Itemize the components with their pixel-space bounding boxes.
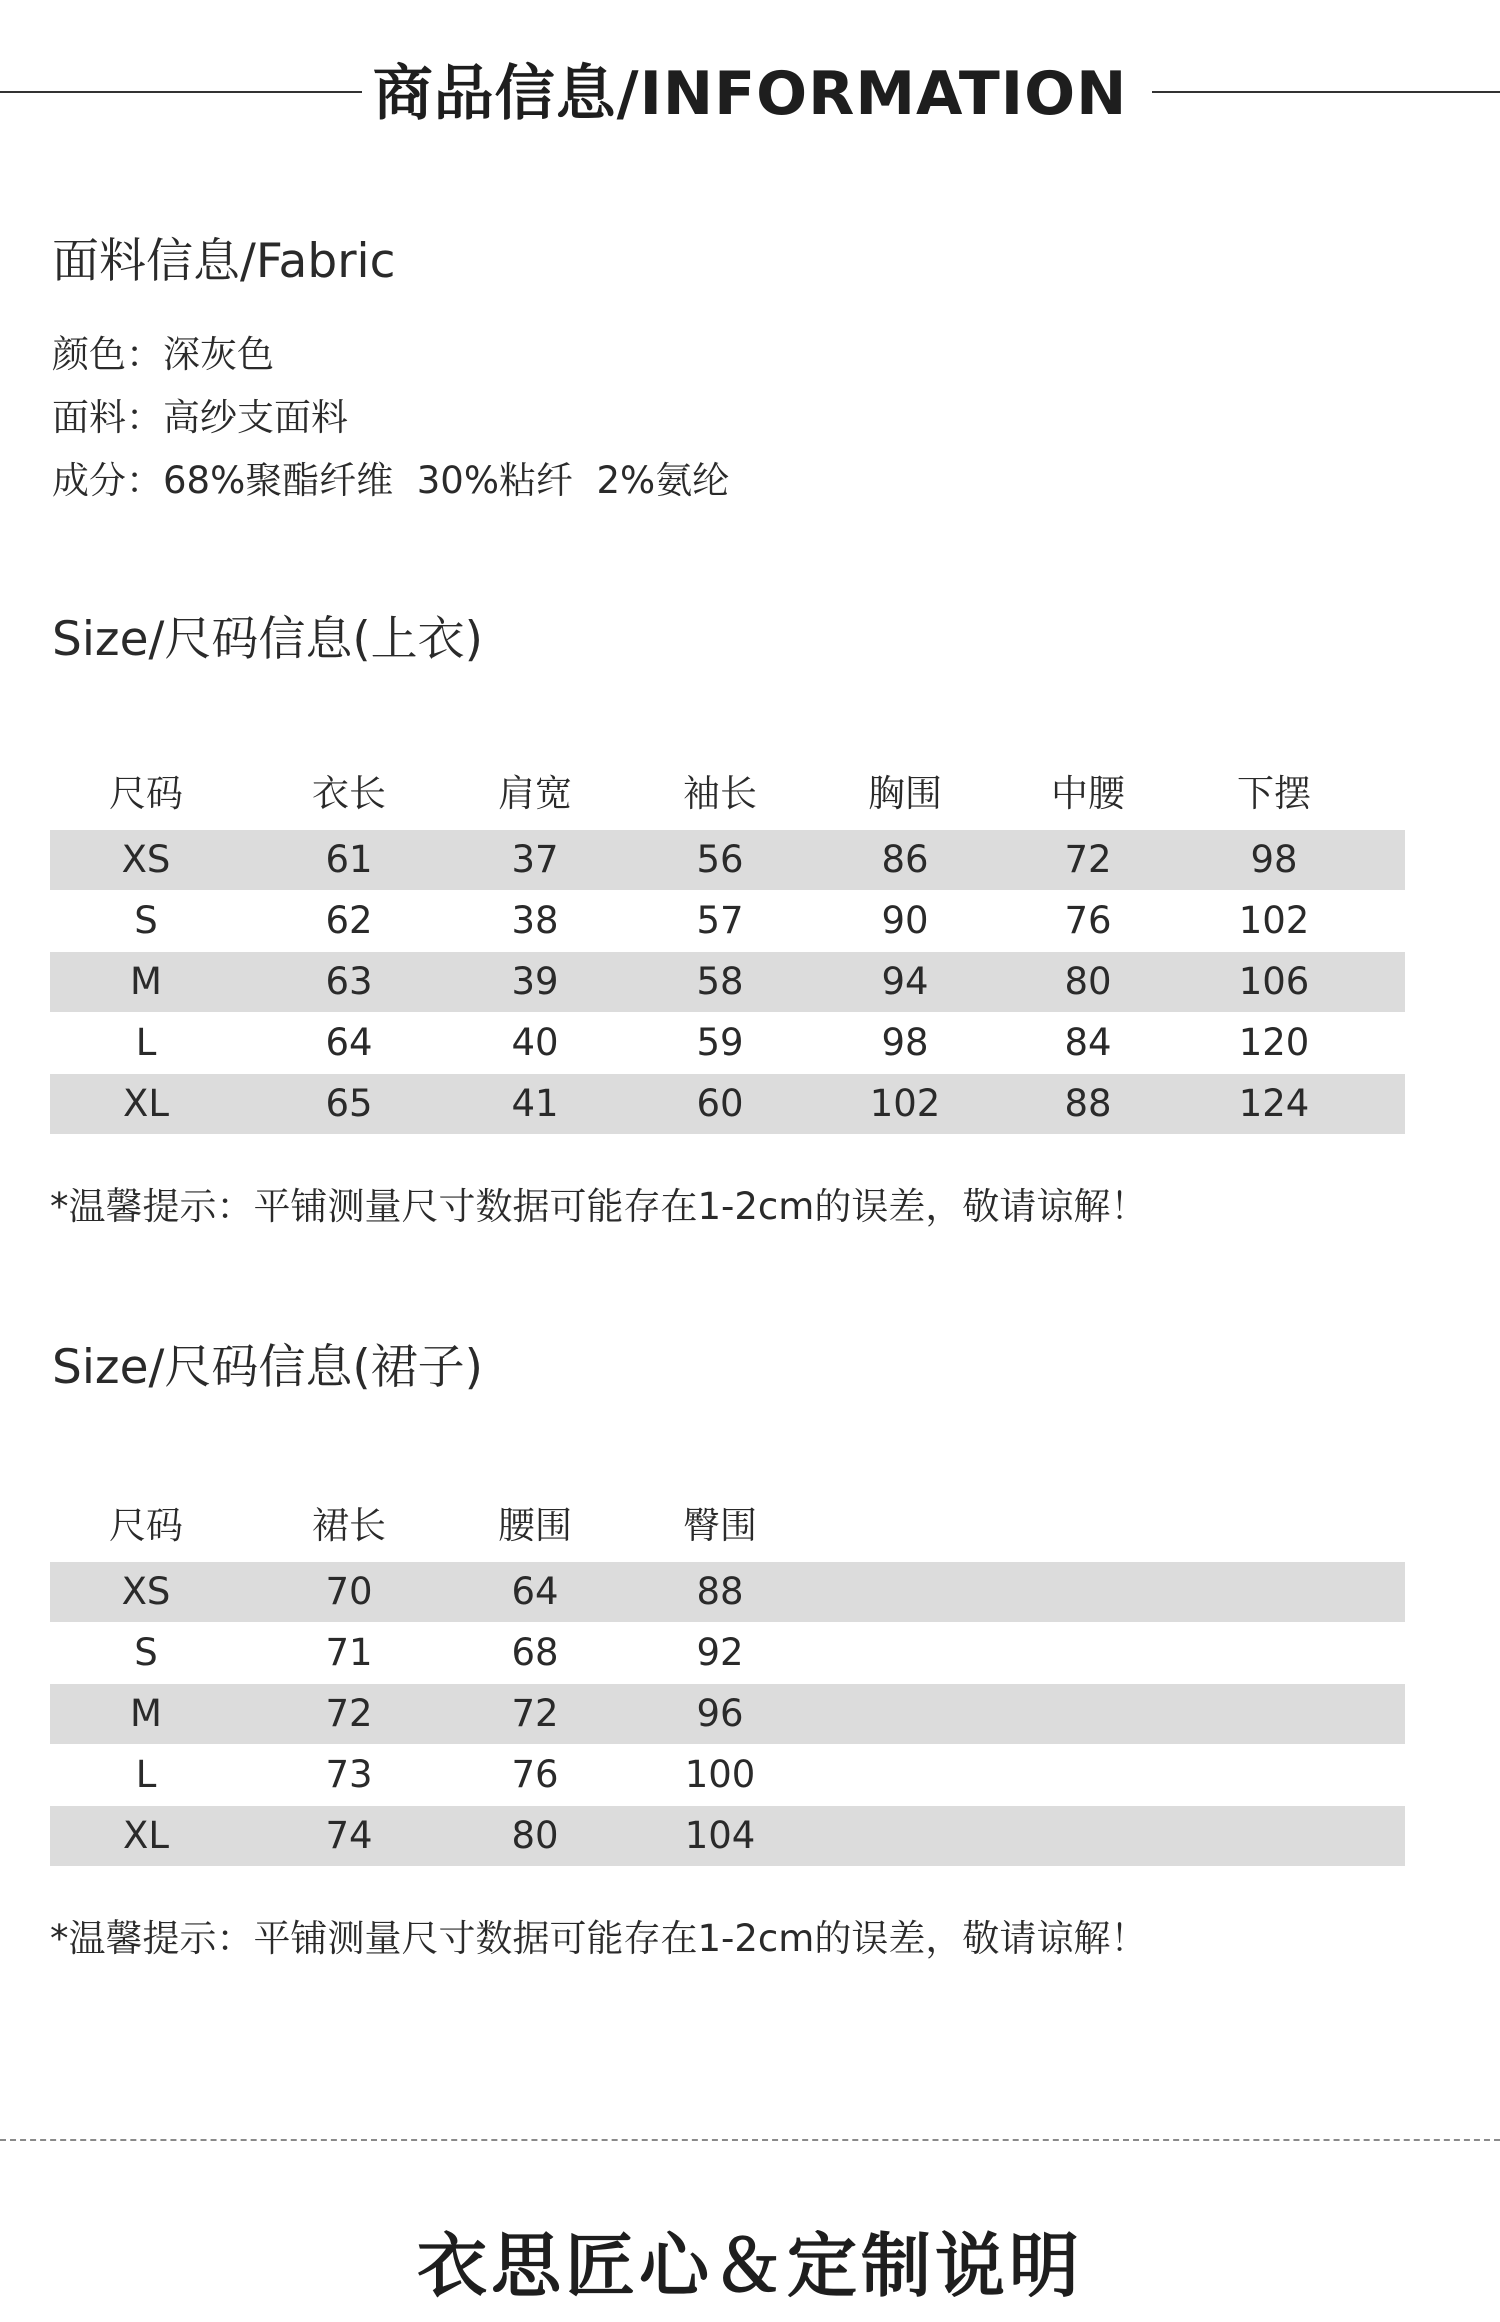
fabric-color: 颜色：深灰色 <box>52 333 274 376</box>
table-cell: L <box>135 1753 157 1796</box>
footer-title: 衣思匠心＆定制说明 <box>417 2225 1083 2307</box>
table-cell: 71 <box>325 1631 373 1674</box>
table-cell: 73 <box>325 1753 373 1796</box>
table-cell: 65 <box>325 1082 373 1125</box>
table-row <box>50 891 1405 951</box>
table-cell: 106 <box>1238 960 1310 1003</box>
table-cell: 57 <box>696 899 744 942</box>
table-cell: 88 <box>1064 1082 1112 1125</box>
table-row <box>50 1806 1405 1866</box>
column-header: 裙长 <box>312 1504 386 1547</box>
top-size-note: *温馨提示：平铺测量尺寸数据可能存在1-2cm的误差，敬请谅解！ <box>50 1185 1148 1228</box>
table-cell: 63 <box>325 960 373 1003</box>
table-row <box>50 1684 1405 1744</box>
column-header: 衣长 <box>312 772 386 815</box>
table-cell: 56 <box>696 838 744 881</box>
table-cell: 86 <box>881 838 929 881</box>
column-header: 腰围 <box>498 1504 572 1547</box>
table-cell: 72 <box>325 1692 373 1735</box>
skirt-size-table <box>50 1496 1405 1866</box>
fabric-composition: 成分：68%聚酯纤维 30%粘纤 2%氨纶 <box>52 459 730 502</box>
table-cell: S <box>134 1631 158 1674</box>
table-cell: 37 <box>511 838 559 881</box>
table-cell: 61 <box>325 838 373 881</box>
skirt-size-heading: Size/尺码信息(裙子) <box>52 1340 483 1395</box>
table-cell: 60 <box>696 1082 744 1125</box>
table-cell: 38 <box>511 899 559 942</box>
table-row <box>50 1013 1405 1073</box>
table-cell: 80 <box>511 1814 559 1857</box>
table-row <box>50 830 1405 890</box>
column-header: 胸围 <box>868 772 942 815</box>
header-rule-right <box>1152 91 1500 93</box>
table-cell: 90 <box>881 899 929 942</box>
table-cell: 74 <box>325 1814 373 1857</box>
table-cell: M <box>130 1692 162 1735</box>
table-cell: 62 <box>325 899 373 942</box>
table-row <box>50 1623 1405 1683</box>
column-header: 袖长 <box>683 772 757 815</box>
table-cell: 76 <box>1064 899 1112 942</box>
table-cell: 64 <box>325 1021 373 1064</box>
section-divider <box>0 2139 1500 2141</box>
table-cell: 96 <box>696 1692 744 1735</box>
table-header-row <box>50 1496 1405 1556</box>
table-cell: 102 <box>1238 899 1310 942</box>
table-cell: 92 <box>696 1631 744 1674</box>
table-cell: 88 <box>696 1570 744 1613</box>
table-cell: 98 <box>881 1021 929 1064</box>
table-cell: 40 <box>511 1021 559 1064</box>
table-cell: 72 <box>1064 838 1112 881</box>
table-cell: L <box>135 1021 157 1064</box>
table-cell: XS <box>121 1570 171 1613</box>
column-header: 中腰 <box>1051 772 1125 815</box>
table-cell: XS <box>121 838 171 881</box>
table-row <box>50 1562 1405 1622</box>
table-cell: 120 <box>1238 1021 1310 1064</box>
fabric-material: 面料：高纱支面料 <box>52 396 348 439</box>
table-cell: XL <box>123 1814 169 1857</box>
table-row <box>50 952 1405 1012</box>
table-cell: 68 <box>511 1631 559 1674</box>
table-cell: S <box>134 899 158 942</box>
column-header: 肩宽 <box>498 772 572 815</box>
fabric-heading: 面料信息/Fabric <box>52 234 396 289</box>
table-cell: 104 <box>684 1814 756 1857</box>
table-cell: 102 <box>869 1082 941 1125</box>
table-cell: 98 <box>1250 838 1298 881</box>
top-size-heading: Size/尺码信息(上衣) <box>52 612 483 667</box>
top-size-table <box>50 764 1405 1134</box>
table-cell: 76 <box>511 1753 559 1796</box>
table-cell: 94 <box>881 960 929 1003</box>
table-cell: 100 <box>684 1753 756 1796</box>
table-header-row <box>50 764 1405 824</box>
table-cell: 70 <box>325 1570 373 1613</box>
page-title: 商品信息/INFORMATION <box>372 59 1128 129</box>
table-cell: M <box>130 960 162 1003</box>
column-header: 臀围 <box>683 1504 757 1547</box>
table-cell: 72 <box>511 1692 559 1735</box>
table-cell: 124 <box>1238 1082 1310 1125</box>
table-cell: 84 <box>1064 1021 1112 1064</box>
table-row <box>50 1745 1405 1805</box>
column-header: 下摆 <box>1237 772 1311 815</box>
table-cell: 39 <box>511 960 559 1003</box>
table-cell: 59 <box>696 1021 744 1064</box>
skirt-size-note: *温馨提示：平铺测量尺寸数据可能存在1-2cm的误差，敬请谅解！ <box>50 1917 1148 1960</box>
table-row <box>50 1074 1405 1134</box>
column-header: 尺码 <box>109 1504 183 1547</box>
table-cell: 80 <box>1064 960 1112 1003</box>
table-cell: 64 <box>511 1570 559 1613</box>
table-cell: 41 <box>511 1082 559 1125</box>
column-header: 尺码 <box>109 772 183 815</box>
table-cell: 58 <box>696 960 744 1003</box>
table-cell: XL <box>123 1082 169 1125</box>
